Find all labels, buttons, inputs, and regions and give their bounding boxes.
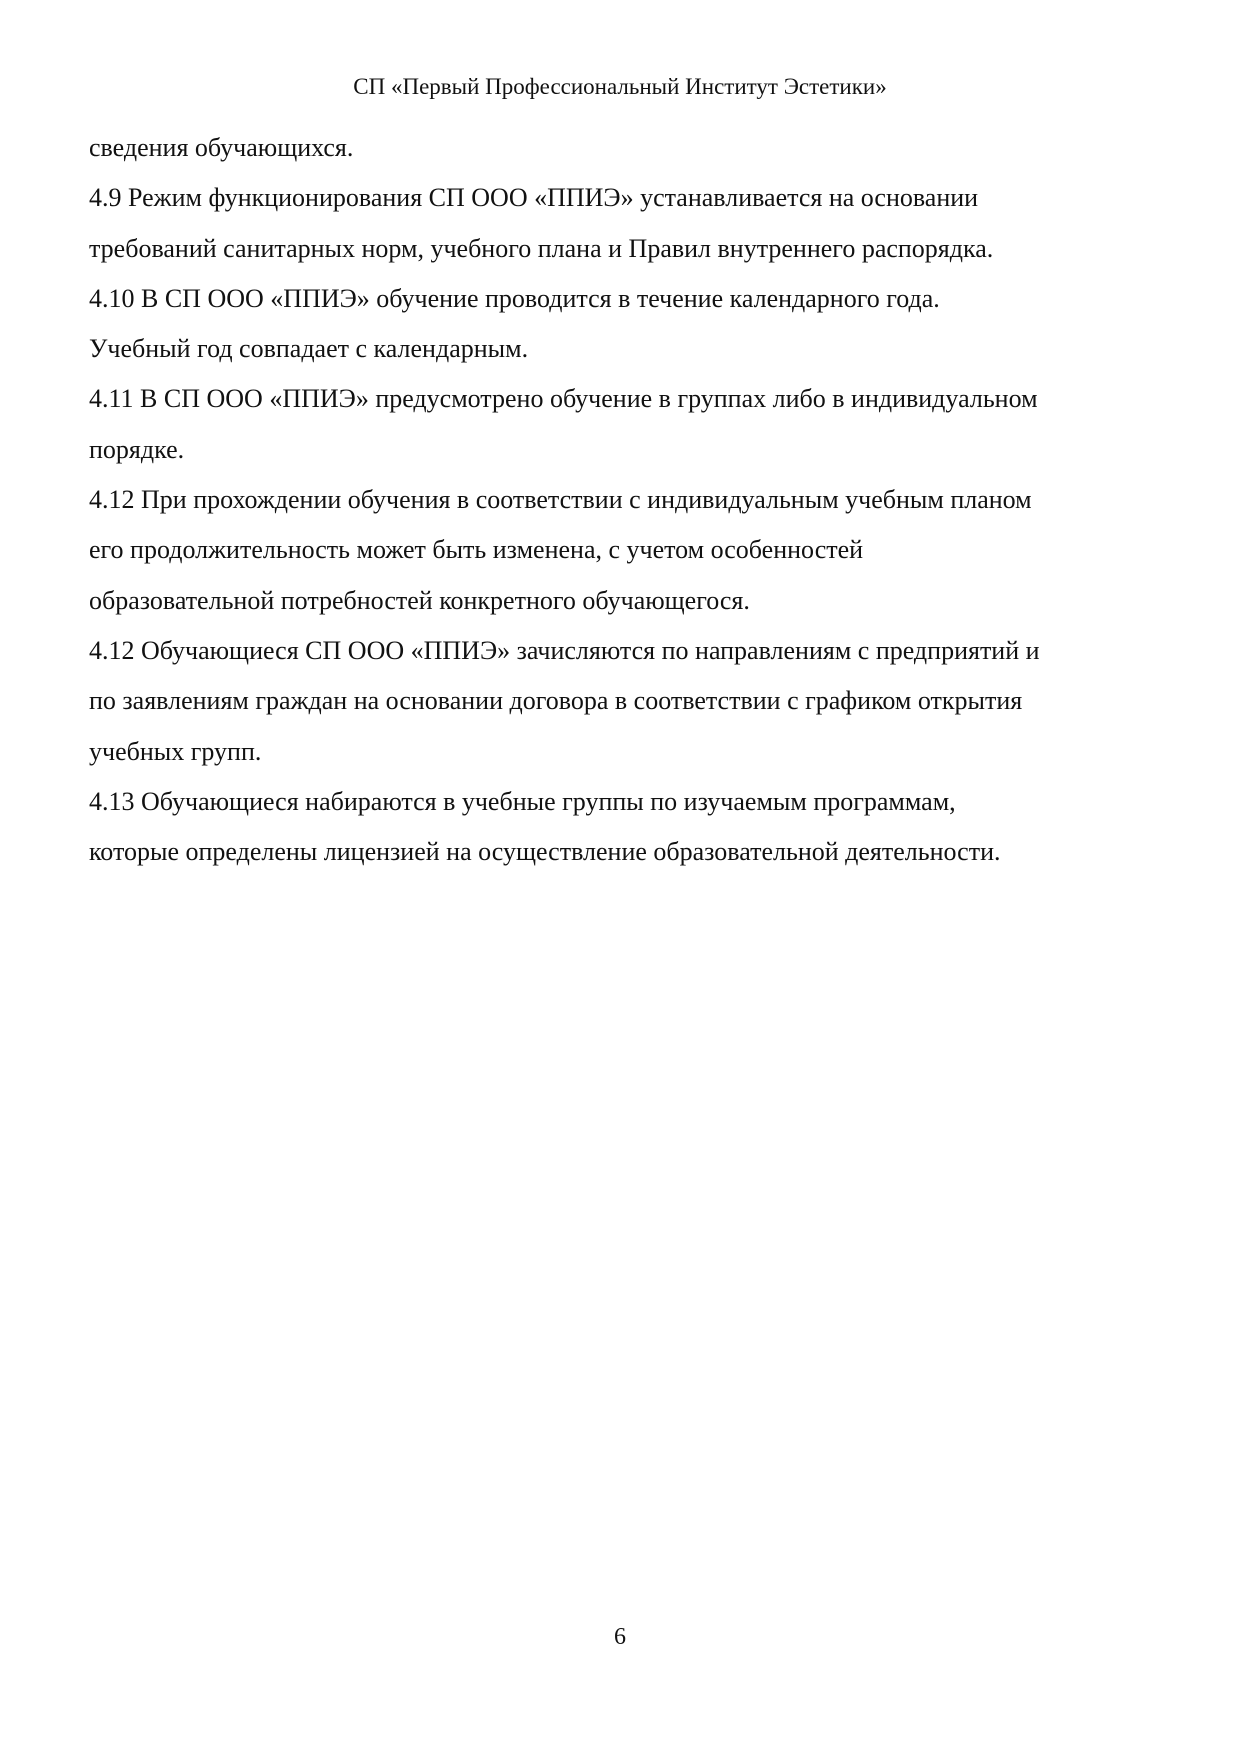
text-line: которые определены лицензией на осуществление образовательной деятельности.	[89, 837, 1001, 867]
text-line: по заявлениям граждан на основании договора в соответствии с графиком открытия	[89, 686, 1023, 716]
text-line: 4.9 Режим функционирования СП ООО «ППИЭ» устанавливается на основании	[89, 183, 979, 213]
text-line: порядке.	[89, 434, 185, 464]
text-line: требований санитарных норм, учебного плана и Правил внутреннего распорядка.	[89, 233, 994, 263]
page-number: 6	[614, 1624, 626, 1650]
text-line: 4.12 Обучающиеся СП ООО «ППИЭ» зачисляются по направлениям с предприятий и	[89, 635, 1040, 665]
text-line: сведения обучающихся.	[89, 133, 354, 162]
text-line: 4.10 В СП ООО «ППИЭ» обучение проводится в течение календарного года.	[89, 283, 940, 313]
document-body	[89, 130, 1169, 884]
text-line: 4.12 При прохождении обучения в соответствии с индивидуальным учебным планом	[89, 485, 1032, 515]
text-line: учебных групп.	[89, 736, 262, 766]
text-line: его продолжительность может быть изменена, с учетом особенностей	[89, 535, 864, 565]
text-line: Учебный год совпадает с календарным.	[89, 334, 529, 364]
text-line: 4.13 Обучающиеся набираются в учебные группы по изучаемым программам,	[89, 786, 956, 816]
page-header: СП «Первый Профессиональный Институт Эстетики»	[353, 74, 887, 99]
text-line: 4.11 В СП ООО «ППИЭ» предусмотрено обучение в группах либо в индивидуальном	[89, 384, 1038, 414]
text-line: образовательной потребностей конкретного обучающегося.	[89, 585, 750, 615]
